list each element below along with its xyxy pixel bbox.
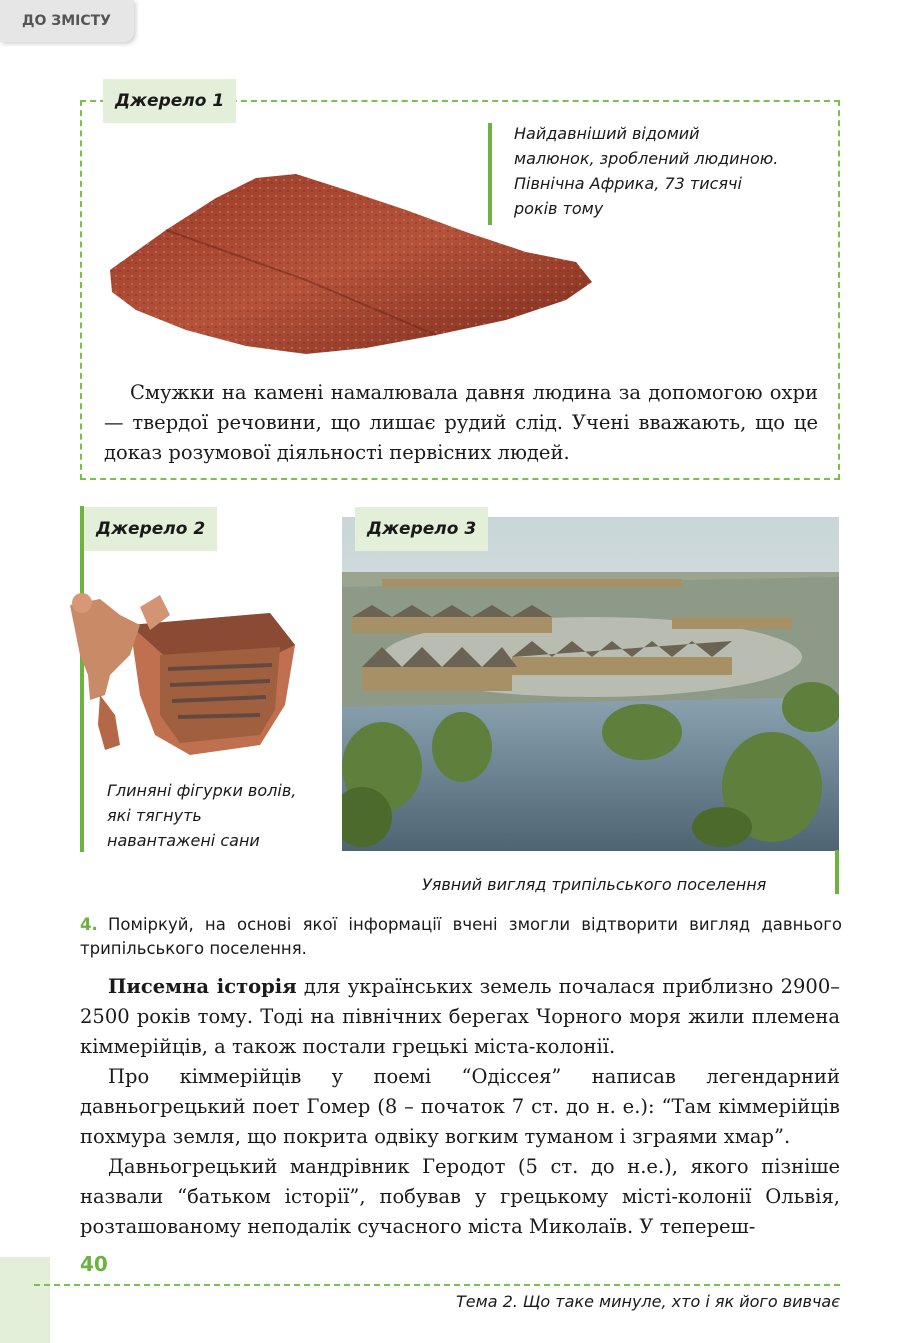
paragraph: Про кіммерійців у поемі “Одіссея” написав легендарний давньогрецький поет Гомер (8 – початок 7 ст. до н. е.): “Там кіммерійців похмура земля, що покрита одвіку вогким туманом і зграями хмар”. — [80, 1065, 840, 1148]
term-written-history: Писемна історія — [108, 975, 297, 998]
caption-line: Найдавніший відомий — [514, 124, 700, 143]
source-3-tag: Джерело 3 — [355, 507, 488, 551]
paragraph: Давньогрецький мандрівник Геродот (5 ст. до н.е.), якого пізніше назвали “батьком історії”, побував у грецькому місті-колонії Ольвія, розташованому неподалік сучасного міста Миколаїв. У тепереш- — [80, 1155, 840, 1238]
paragraph — [80, 972, 840, 1062]
trypillia-settlement-image — [342, 517, 839, 851]
source-1-tag: Джерело 1 — [103, 79, 236, 123]
caption-line: років тому — [514, 199, 604, 218]
caption-line: навантажені сани — [107, 831, 260, 850]
main-text — [80, 972, 840, 1242]
caption-line: малюнок, зроблений людиною. — [514, 149, 779, 168]
clay-oxen-figure-image — [60, 585, 310, 765]
caption-line: Глиняні фігурки волів, — [107, 781, 297, 800]
caption-line: які тягнуть — [107, 806, 202, 825]
source-2-caption — [107, 778, 337, 853]
paragraph-text: для українських земель почалася приблизно 2900–2500 років тому. Тоді на північних берегах Чорного моря жили племена кіммерійців, а також постали грецькі міста-колонії. — [80, 975, 840, 1058]
page-corner-strip — [0, 1257, 50, 1343]
toc-link[interactable]: ДО ЗМІСТУ — [0, 0, 134, 42]
task-number: 4. — [80, 915, 98, 934]
page-number: 40 — [80, 1252, 108, 1276]
source-1-text-content: Смужки на камені намалювала давня людина за допомогою охри — твердої речовини, що лишає рудий слід. Учені вважають, що це доказ розумової діяльності первісних людей. — [104, 381, 818, 464]
task-4 — [80, 913, 842, 961]
footer-divider — [34, 1284, 840, 1286]
footer-topic: Тема 2. Що таке минуле, хто і як його вивчає — [456, 1292, 840, 1311]
ochre-stone-image — [106, 170, 596, 360]
source-3-bar — [835, 850, 839, 894]
caption-line: Північна Африка, 73 тисячі — [514, 174, 742, 193]
source-2-tag: Джерело 2 — [84, 507, 217, 551]
source-1-text — [104, 378, 818, 468]
source-3-caption: Уявний вигляд трипільського поселення — [422, 875, 767, 894]
task-text: Поміркуй, на основі якої інформації вчені змогли відтворити вигляд давнього трипільського поселення. — [80, 915, 842, 958]
